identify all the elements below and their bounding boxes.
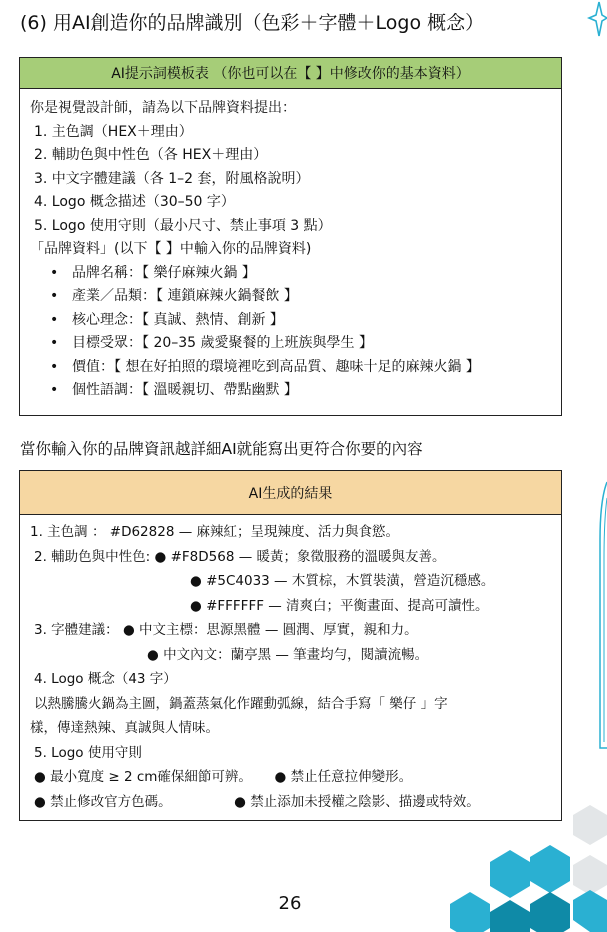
template-item-4: 4. Logo 概念描述（30–50 字） — [34, 194, 235, 210]
explanation-text: 當你輸入你的品牌資訊越詳細AI就能寫出更符合你要的內容 — [20, 440, 423, 458]
result-body — [20, 515, 561, 814]
template-intro-line: 你是視覺設計師，請為以下品牌資料提出： — [30, 100, 296, 116]
guideline-no-effects: ● 禁止添加未授權之陰影、描邊或特效。 — [234, 793, 480, 810]
result-font-title: 3. 字體建議： ● 中文主標：思源黑體 — 圓潤、厚實，親和力。 — [34, 622, 418, 638]
tone-field: 個性語調：【 溫暖親切、帶點幽默 】 — [72, 382, 298, 398]
result-color-white: ● #FFFFFF — 清爽白；平衡畫面、提高可讀性。 — [190, 597, 489, 614]
result-guideline-row-1 — [30, 765, 551, 790]
section-heading: (6) 用AI創造你的品牌識別（色彩＋字體＋Logo 概念） — [20, 12, 485, 34]
arch-outline — [598, 480, 607, 750]
core-value-field: 核心理念：【 真誠、熱情、創新 】 — [72, 311, 284, 328]
list-item: • 核心理念：【 真誠、熱情、創新 】 — [50, 311, 284, 328]
list-item: • 品牌名稱：【 樂仔麻辣火鍋 】 — [50, 264, 256, 281]
template-item-5: 5. Logo 使用守則（最小尺寸、禁止事項 3 點） — [34, 217, 332, 234]
template-header: AI提示詞模板表 （你也可以在【 】中修改你的基本資料） — [20, 58, 561, 89]
template-item-2: 2. 輔助色與中性色（各 HEX＋理由） — [34, 147, 268, 163]
ai-result-table — [19, 470, 562, 821]
brand-name-field: 品牌名稱：【 樂仔麻辣火鍋 】 — [72, 264, 256, 281]
guideline-no-color-change: ● 禁止修改官方色碼。 — [34, 793, 172, 810]
result-logo-heading: 4. Logo 概念（43 字） — [34, 671, 177, 687]
result-color-brown: ● #5C4033 — 木質棕，木質裝潢，營造沉穩感。 — [190, 573, 495, 589]
brand-data-label: 「品牌資料」(以下【 】中輸入你的品牌資料) — [30, 241, 312, 257]
page-number: 26 — [278, 893, 302, 914]
sparkle-icon — [577, 0, 607, 40]
result-logo-desc-2: 樣，傳達熱辣、真誠與人情味。 — [30, 720, 219, 736]
list-item: • 產業／品類：【 連鎖麻辣火鍋餐飲 】 — [50, 288, 298, 304]
list-item: • 價值：【 想在好拍照的環境裡吃到高品質、趣味十足的麻辣火鍋 】 — [50, 358, 480, 375]
result-header: AI生成的結果 — [20, 471, 561, 515]
prompt-template-table — [19, 57, 562, 416]
guideline-no-stretch: ● 禁止任意拉伸變形。 — [274, 769, 413, 785]
industry-field: 產業／品類：【 連鎖麻辣火鍋餐飲 】 — [72, 288, 298, 304]
result-main-color: 1. 主色調 ： #D62828 — 麻辣紅；呈現辣度、活力與食慾。 — [30, 524, 399, 540]
list-item: • 目標受眾：【 20–35 歲愛聚餐的上班族與學生 】 — [50, 335, 373, 351]
result-logo-desc-1: 以熱騰騰火鍋為主圖，鍋蓋蒸氣化作躍動弧線，結合手寫「 樂仔 」字 — [34, 695, 448, 712]
template-item-1: 1. 主色調（HEX＋理由） — [34, 123, 193, 140]
result-font-body: ● 中文內文：蘭亭黑 — 筆畫均勻，閱讀流暢。 — [147, 646, 429, 663]
audience-field: 目標受眾：【 20–35 歲愛聚餐的上班族與學生 】 — [72, 335, 373, 351]
guideline-min-width: ● 最小寬度 ≥ 2 cm確保細節可辨。 — [34, 769, 252, 785]
result-secondary-color: 2. 輔助色與中性色: ● #F8D568 — 暖黃；象徵服務的溫暖與友善。 — [34, 548, 446, 565]
template-item-3: 3. 中文字體建議（各 1–2 套，附風格說明） — [34, 170, 310, 187]
list-item: • 個性語調：【 溫暖親切、帶點幽默 】 — [50, 382, 298, 398]
result-guideline-heading: 5. Logo 使用守則 — [34, 744, 142, 761]
template-body — [20, 89, 561, 403]
value-field: 價值：【 想在好拍照的環境裡吃到高品質、趣味十足的麻辣火鍋 】 — [72, 358, 480, 375]
